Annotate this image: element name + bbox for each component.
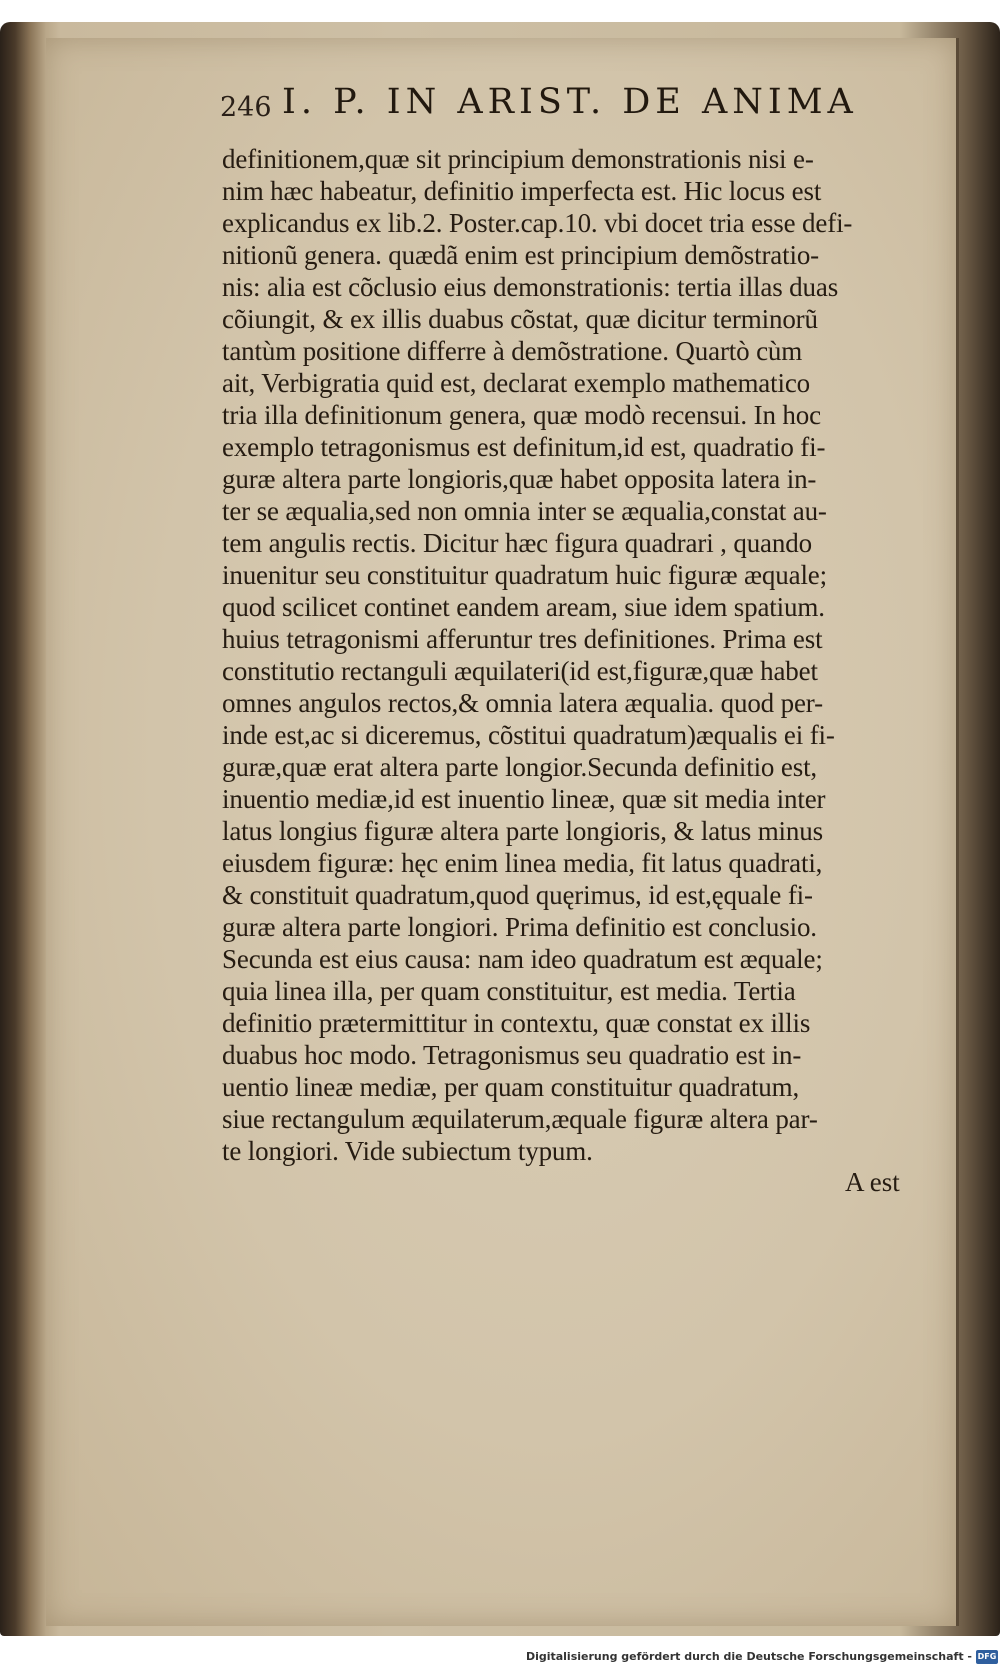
text-line: quod scilicet continet eandem aream, siue idem spatium. [222,592,825,622]
text-line: & constituit quadratum,quod quęrimus, id est,ęquale fi- [222,880,813,910]
text-line: nis: alia est cõclusio eius demonstrationis: tertia illas duas [222,272,839,302]
text-line: quia linea illa, per quam constituitur, est media. Tertia [222,976,796,1006]
page-number: 246 [220,92,272,123]
text-line: siue rectangulum æquilaterum,æquale figuræ altera par- [222,1104,818,1134]
text-line: exemplo tetragonismus est definitum,id est, quadratio fi- [222,432,826,462]
text-line: Secunda est eius causa: nam ideo quadratum est æquale; [222,944,823,974]
text-line: huius tetragonismi afferuntur tres definitiones. Prima est [222,624,823,654]
text-line: cõiungit, & ex illis duabus cõstat, quæ dicitur terminorũ [222,304,818,334]
text-line: inde est,ac si diceremus, cõstitui quadratum)æqualis ei fi- [222,720,835,750]
text-line: te longiori. Vide subiectum typum. [222,1136,593,1166]
text-line: tria illa definitionum genera, quæ modò recensui. In hoc [222,400,821,430]
digitization-credit: Digitalisierung gefördert durch die Deutsche Forschungsgemeinschaft - [525,1650,972,1663]
text-line: explicandus ex lib.2. Poster.cap.10. vbi docet tria esse defi- [222,208,853,238]
body-text [222,143,922,1167]
text-line: latus longius figuræ altera parte longioris, & latus minus [222,816,823,846]
text-line: constitutio rectanguli æquilateri(id est,figuræ,quæ habet [222,656,818,686]
text-line: tantùm positione differre à demõstratione. Quartò cùm [222,336,803,366]
text-line: omnes angulos rectos,& omnia latera æqualia. quod per- [222,688,823,718]
text-line: definitio prætermittitur in contextu, quæ constat ex illis [222,1008,811,1038]
text-line: eiusdem figuræ: hęc enim linea media, fit latus quadrati, [222,848,823,878]
text-line: nitionũ genera. quædã enim est principium demõstratio- [222,240,820,270]
dfg-logo-icon: DFG [976,1650,998,1664]
page-header [220,78,860,128]
text-line: inuentio mediæ,id est inuentio lineæ, quæ sit media inter [222,784,826,814]
text-line: uentio lineæ mediæ, per quam constituitur quadratum, [222,1072,800,1102]
text-line: guræ altera parte longiori. Prima definitio est conclusio. [222,912,817,942]
catchword: A est [845,1167,900,1197]
running-title: I. P. IN ARIST. DE ANIMA [282,82,858,122]
text-line: definitionem,quæ sit principium demonstrationis nisi e- [222,144,814,174]
text-line: ter se æqualia,sed non omnia inter se æqualia,constat au- [222,496,827,526]
text-line: nim hæc habeatur, definitio imperfecta est. Hic locus est [222,176,822,206]
text-line: tem angulis rectis. Dicitur hæc figura quadrari , quando [222,528,812,558]
text-line: ait, Verbigratia quid est, declarat exemplo mathematico [222,368,811,398]
text-line: guræ altera parte longioris,quæ habet opposita latera in- [222,464,817,494]
text-line: duabus hoc modo. Tetragonismus seu quadratio est in- [222,1040,802,1070]
text-line: inuenitur seu constituitur quadratum huic figuræ æquale; [222,560,827,590]
footer-bar [0,1647,1000,1667]
text-line: guræ,quæ erat altera parte longior.Secunda definitio est, [222,752,818,782]
